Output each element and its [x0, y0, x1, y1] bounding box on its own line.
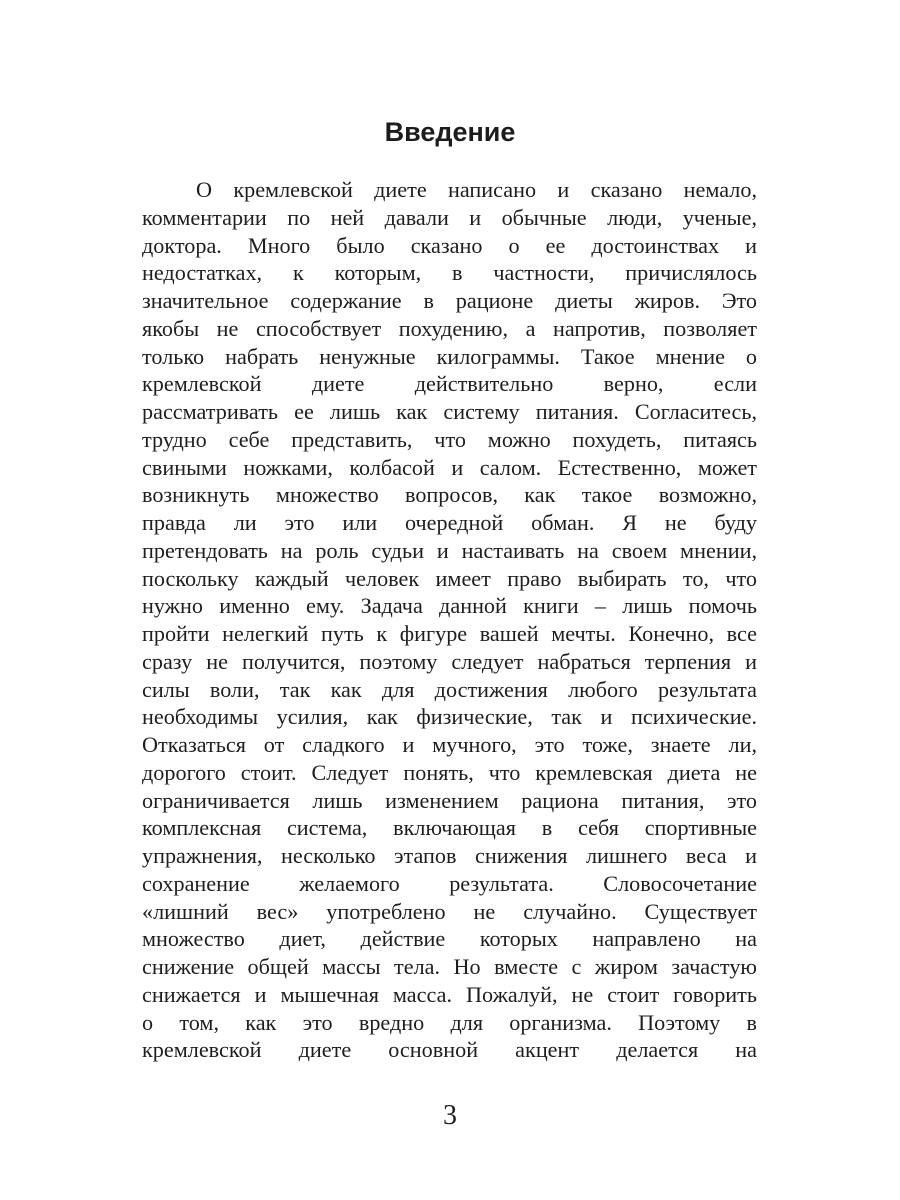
text-line: комментарии по ней давали и обычные люди, ученые, [142, 204, 757, 230]
text-line: только набрать ненужные килограммы. Такое мнение о [142, 343, 757, 369]
text-line: комплексная система, включающая в себя спортивные [142, 815, 757, 841]
chapter-heading: Введение [384, 117, 516, 147]
text-line: «лишний вес» употреблено не случайно. Существует [142, 898, 757, 924]
text-line: множество диет, действие которых направлено на [142, 926, 757, 952]
body-text [142, 176, 757, 1064]
text-line: дорогого стоит. Следует понять, что кремлевская диета не [142, 759, 757, 785]
text-line: нужно именно ему. Задача данной книги – лишь помочь [142, 593, 757, 619]
text-line: снижается и мышечная масса. Пожалуй, не стоит говорить [142, 981, 757, 1007]
text-line: пройти нелегкий путь к фигуре вашей мечты. Конечно, все [142, 621, 757, 646]
text-line: О кремлевской диете написано и сказано немало, [196, 177, 757, 202]
text-line: ограничивается лишь изменением рациона питания, это [142, 787, 757, 813]
page-number: 3 [443, 1100, 457, 1131]
text-line: кремлевской диете действительно верно, если [142, 371, 757, 397]
text-line: рассматривать ее лишь как систему питания. Согласитесь, [142, 399, 757, 424]
text-line: доктора. Много было сказано о ее достоинствах и [142, 232, 757, 258]
text-line: кремлевской диете основной акцент делается на [142, 1037, 757, 1063]
text-line: поскольку каждый человек имеет право выбирать то, что [142, 565, 757, 591]
text-line: претендовать на роль судьи и настаивать на своем мнении, [142, 537, 757, 563]
text-line: Отказаться от сладкого и мучного, это тоже, знаете ли, [142, 732, 757, 757]
text-line: трудно себе представить, что можно похудеть, питаясь [142, 426, 757, 452]
text-line: недостатках, к которым, в частности, причислялось [142, 260, 757, 286]
text-line: сразу не получится, поэтому следует набраться терпения и [142, 648, 757, 674]
text-line: снижение общей массы тела. Но вместе с жиром зачастую [142, 954, 757, 979]
text-line: значительное содержание в рационе диеты жиров. Это [142, 288, 757, 313]
text-line: упражнения, несколько этапов снижения лишнего веса и [142, 843, 757, 868]
text-line: свиными ножками, колбасой и салом. Естественно, может [142, 454, 757, 480]
text-line: сохранение желаемого результата. Словосочетание [142, 870, 757, 896]
text-line: якобы не способствует похудению, а напротив, позволяет [142, 315, 757, 341]
text-line: о том, как это вредно для организма. Поэтому в [142, 1009, 757, 1035]
text-line: необходимы усилия, как физические, так и психические. [142, 704, 757, 730]
text-line: правда ли это или очередной обман. Я не буду [142, 510, 757, 535]
text-line: возникнуть множество вопросов, как такое возможно, [142, 482, 757, 508]
text-line: силы воли, так как для достижения любого результата [142, 676, 757, 702]
